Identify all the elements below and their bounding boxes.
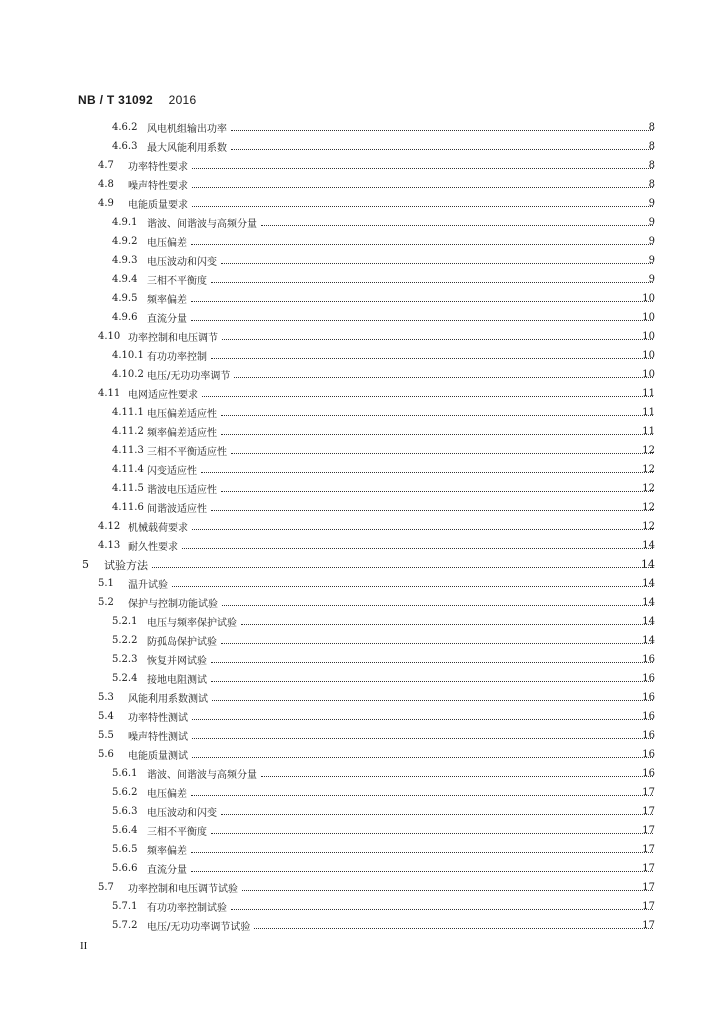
toc-entry-page: 14	[642, 616, 655, 627]
toc-entry[interactable]	[0, 498, 725, 517]
toc-entry-number: 5.6.2	[112, 787, 138, 798]
toc-dot-leader	[211, 282, 653, 283]
toc-dot-leader	[221, 491, 653, 492]
toc-entry-number: 4.11.4	[112, 464, 144, 475]
toc-entry-title: 功率特性测试	[128, 709, 190, 724]
toc-entry[interactable]	[0, 555, 725, 574]
toc-entry[interactable]	[0, 593, 725, 612]
toc-entry-page: 10	[642, 312, 655, 323]
toc-dot-leader	[211, 662, 653, 663]
toc-entry[interactable]	[0, 897, 725, 916]
toc-entry-title: 功率控制和电压调节试验	[128, 880, 240, 895]
toc-entry-title: 谐波、间谐波与高频分量	[147, 215, 259, 230]
toc-entry-title: 有功功率控制试验	[147, 899, 229, 914]
toc-entry[interactable]	[0, 688, 725, 707]
toc-entry[interactable]	[0, 308, 725, 327]
toc-entry-page: 11	[642, 388, 655, 399]
toc-dot-leader	[191, 244, 653, 245]
toc-entry-title: 电能质量测试	[128, 747, 190, 762]
toc-entry-page: 8	[648, 141, 655, 152]
toc-entry[interactable]	[0, 175, 725, 194]
toc-entry-page: 9	[648, 217, 655, 228]
toc-entry-page: 17	[642, 920, 655, 931]
toc-entry-title: 电网适应性要求	[128, 386, 200, 401]
toc-entry-page: 9	[648, 198, 655, 209]
toc-dot-leader	[211, 510, 653, 511]
page-number: II	[80, 940, 88, 952]
toc-entry-title: 防孤岛保护试验	[147, 633, 219, 648]
toc-entry-page: 10	[642, 331, 655, 342]
toc-entry-title: 电压与频率保护试验	[147, 614, 239, 629]
toc-entry-number: 4.11.3	[112, 445, 144, 456]
toc-entry[interactable]	[0, 194, 725, 213]
toc-entry-page: 10	[642, 369, 655, 380]
toc-entry-number: 4.9.2	[112, 236, 138, 247]
toc-entry-title: 电能质量要求	[128, 196, 190, 211]
toc-entry[interactable]	[0, 384, 725, 403]
toc-entry[interactable]	[0, 840, 725, 859]
toc-entry[interactable]	[0, 517, 725, 536]
toc-entry-number: 4.9	[98, 198, 114, 209]
toc-entry-number: 5.7.1	[112, 901, 138, 912]
toc-entry[interactable]	[0, 118, 725, 137]
toc-dot-leader	[191, 320, 653, 321]
toc-entry-number: 4.9.6	[112, 312, 138, 323]
toc-entry[interactable]	[0, 403, 725, 422]
toc-entry-number: 5.6.3	[112, 806, 138, 817]
toc-entry[interactable]	[0, 783, 725, 802]
toc-entry-page: 16	[642, 673, 655, 684]
toc-dot-leader	[191, 852, 653, 853]
toc-entry[interactable]	[0, 289, 725, 308]
toc-entry[interactable]	[0, 460, 725, 479]
toc-entry[interactable]	[0, 574, 725, 593]
toc-dot-leader	[221, 415, 653, 416]
toc-entry-number: 5.7.2	[112, 920, 138, 931]
toc-entry-title: 风电机组输出功率	[147, 120, 229, 135]
toc-dot-leader	[221, 643, 653, 644]
toc-dot-leader	[231, 130, 653, 131]
toc-entry-number: 4.9.4	[112, 274, 138, 285]
toc-dot-leader	[211, 833, 653, 834]
toc-entry[interactable]	[0, 878, 725, 897]
toc-dot-leader	[242, 890, 653, 891]
toc-entry-page: 10	[642, 293, 655, 304]
toc-entry-title: 直流分量	[147, 310, 189, 325]
toc-entry-page: 16	[642, 768, 655, 779]
toc-entry-page: 11	[642, 426, 655, 437]
toc-entry-title: 闪变适应性	[147, 462, 199, 477]
toc-entry-title: 风能利用系数测试	[128, 690, 210, 705]
toc-entry-title: 有功功率控制	[147, 348, 209, 363]
toc-entry-title: 机械载荷要求	[128, 519, 190, 534]
toc-entry-page: 17	[642, 806, 655, 817]
toc-entry-number: 5.6.1	[112, 768, 138, 779]
toc-entry-number: 4.6.3	[112, 141, 138, 152]
toc-entry-number: 5.6.4	[112, 825, 138, 836]
toc-entry-title: 电压偏差	[147, 234, 189, 249]
toc-dot-leader	[211, 358, 653, 359]
toc-entry-page: 14	[642, 597, 655, 608]
toc-entry-page: 17	[642, 825, 655, 836]
toc-entry[interactable]	[0, 536, 725, 555]
toc-entry-number: 5.2	[98, 597, 114, 608]
toc-entry-page: 17	[642, 863, 655, 874]
toc-entry-number: 4.8	[98, 179, 114, 190]
toc-entry-number: 4.9.5	[112, 293, 138, 304]
toc-entry[interactable]	[0, 270, 725, 289]
toc-entry-number: 5	[82, 558, 89, 571]
toc-entry[interactable]	[0, 612, 725, 631]
toc-entry-title: 噪声特性测试	[128, 728, 190, 743]
toc-entry-page: 17	[642, 882, 655, 893]
toc-entry-number: 4.6.2	[112, 122, 138, 133]
toc-entry-title: 恢复并网试验	[147, 652, 209, 667]
toc-entry-page: 14	[641, 558, 655, 571]
toc-entry-page: 12	[642, 521, 655, 532]
toc-dot-leader	[231, 453, 653, 454]
toc-entry-number: 4.10	[98, 331, 121, 342]
toc-entry[interactable]	[0, 346, 725, 365]
toc-entry-number: 5.1	[98, 578, 114, 589]
toc-entry-number: 5.2.4	[112, 673, 138, 684]
toc-entry-number: 4.9.3	[112, 255, 138, 266]
toc-entry-number: 4.7	[98, 160, 114, 171]
toc-dot-leader	[191, 795, 653, 796]
toc-entry-page: 8	[648, 160, 655, 171]
toc-dot-leader	[211, 681, 653, 682]
standard-code: NB / T 31092	[78, 93, 153, 107]
toc-entry[interactable]	[0, 232, 725, 251]
toc-entry-title: 电压波动和闪变	[147, 804, 219, 819]
toc-entry-page: 16	[642, 692, 655, 703]
toc-dot-leader	[202, 396, 653, 397]
toc-entry[interactable]	[0, 859, 725, 878]
toc-entry-title: 试验方法	[104, 558, 148, 572]
toc-entry-title: 电压波动和闪变	[147, 253, 219, 268]
toc-entry-number: 5.2.3	[112, 654, 138, 665]
toc-entry-number: 4.13	[98, 540, 121, 551]
toc-entry-title: 电压/无功功率调节试验	[147, 918, 252, 933]
toc-dot-leader	[221, 263, 653, 264]
toc-entry-page: 12	[642, 483, 655, 494]
toc-entry-number: 5.6	[98, 749, 114, 760]
toc-entry-page: 10	[642, 350, 655, 361]
toc-entry-title: 电压偏差适应性	[147, 405, 219, 420]
toc-entry[interactable]	[0, 213, 725, 232]
toc-entry-page: 9	[648, 236, 655, 247]
toc-entry-page: 16	[642, 730, 655, 741]
toc-entry-title: 频率偏差	[147, 291, 189, 306]
toc-dot-leader	[212, 700, 653, 701]
toc-entry[interactable]	[0, 327, 725, 346]
toc-entry-title: 噪声特性要求	[128, 177, 190, 192]
toc-dot-leader	[201, 472, 653, 473]
toc-entry[interactable]	[0, 726, 725, 745]
toc-entry-title: 电压偏差	[147, 785, 189, 800]
toc-entry[interactable]	[0, 650, 725, 669]
toc-entry-page: 9	[648, 255, 655, 266]
toc-entry[interactable]	[0, 669, 725, 688]
toc-entry[interactable]	[0, 764, 725, 783]
toc-entry[interactable]	[0, 422, 725, 441]
toc-entry-number: 5.3	[98, 692, 114, 703]
toc-entry-title: 温升试验	[128, 576, 170, 591]
toc-entry-title: 耐久性要求	[128, 538, 180, 553]
toc-dot-leader	[192, 529, 653, 530]
toc-entry-number: 5.6.6	[112, 863, 138, 874]
toc-entry-number: 4.12	[98, 521, 121, 532]
toc-entry-number: 5.2.1	[112, 616, 138, 627]
toc-dot-leader	[192, 187, 653, 188]
toc-entry-number: 4.11	[98, 388, 121, 399]
toc-dot-leader	[192, 738, 653, 739]
toc-entry[interactable]	[0, 745, 725, 764]
toc-entry-title: 保护与控制功能试验	[128, 595, 220, 610]
toc-dot-leader	[191, 871, 653, 872]
toc-entry[interactable]	[0, 821, 725, 840]
toc-entry-title: 电压/无功功率调节	[147, 367, 232, 382]
toc-entry-number: 5.7	[98, 882, 114, 893]
toc-dot-leader	[221, 814, 653, 815]
toc-dot-leader	[231, 149, 653, 150]
table-of-contents	[0, 118, 725, 935]
toc-dot-leader	[234, 377, 653, 378]
toc-entry-number: 5.5	[98, 730, 114, 741]
toc-dot-leader	[172, 586, 653, 587]
toc-entry-page: 14	[642, 578, 655, 589]
toc-entry-title: 功率控制和电压调节	[128, 329, 220, 344]
toc-dot-leader	[231, 909, 653, 910]
toc-entry-page: 16	[642, 654, 655, 665]
toc-entry[interactable]	[0, 251, 725, 270]
toc-entry[interactable]	[0, 156, 725, 175]
toc-entry[interactable]	[0, 631, 725, 650]
toc-entry-page: 16	[642, 711, 655, 722]
toc-entry-page: 12	[642, 464, 655, 475]
toc-dot-leader	[192, 168, 653, 169]
toc-entry-title: 三相不平衡度	[147, 823, 209, 838]
toc-entry-page: 9	[648, 274, 655, 285]
toc-entry-page: 14	[642, 540, 655, 551]
toc-dot-leader	[191, 301, 653, 302]
toc-dot-leader	[152, 567, 653, 568]
toc-entry-number: 5.2.2	[112, 635, 138, 646]
toc-entry-page: 17	[642, 901, 655, 912]
toc-entry-title: 最大风能利用系数	[147, 139, 229, 154]
toc-entry[interactable]	[0, 802, 725, 821]
toc-entry-title: 直流分量	[147, 861, 189, 876]
toc-entry-title: 频率偏差适应性	[147, 424, 219, 439]
toc-dot-leader	[182, 548, 653, 549]
toc-entry[interactable]	[0, 707, 725, 726]
toc-entry-number: 4.9.1	[112, 217, 138, 228]
toc-entry-title: 间谐波适应性	[147, 500, 209, 515]
toc-dot-leader	[261, 776, 653, 777]
toc-entry-page: 12	[642, 502, 655, 513]
toc-entry-number: 4.10.2	[112, 369, 144, 380]
toc-entry-title: 频率偏差	[147, 842, 189, 857]
toc-dot-leader	[222, 339, 653, 340]
toc-entry-page: 12	[642, 445, 655, 456]
toc-dot-leader	[222, 605, 653, 606]
standard-year: 2016	[168, 93, 197, 107]
toc-entry-title: 接地电阻测试	[147, 671, 209, 686]
toc-entry-title: 功率特性要求	[128, 158, 190, 173]
toc-entry-page: 8	[648, 122, 655, 133]
toc-entry-page: 11	[642, 407, 655, 418]
toc-dot-leader	[221, 434, 653, 435]
toc-entry[interactable]	[0, 916, 725, 935]
toc-dot-leader	[192, 206, 653, 207]
toc-entry-number: 4.11.5	[112, 483, 144, 494]
toc-entry-number: 5.4	[98, 711, 114, 722]
toc-entry-page: 16	[642, 749, 655, 760]
toc-entry-title: 谐波、间谐波与高频分量	[147, 766, 259, 781]
toc-entry[interactable]	[0, 365, 725, 384]
toc-entry-page: 8	[648, 179, 655, 190]
toc-entry-number: 4.10.1	[112, 350, 144, 361]
toc-entry-page: 17	[642, 844, 655, 855]
toc-dot-leader	[192, 719, 653, 720]
toc-dot-leader	[261, 225, 653, 226]
toc-entry-page: 17	[642, 787, 655, 798]
toc-dot-leader	[192, 757, 653, 758]
toc-entry[interactable]	[0, 137, 725, 156]
toc-entry-page: 14	[642, 635, 655, 646]
toc-entry-title: 谐波电压适应性	[147, 481, 219, 496]
toc-entry-number: 4.11.6	[112, 502, 144, 513]
toc-entry-title: 三相不平衡度	[147, 272, 209, 287]
toc-entry-title: 三相不平衡适应性	[147, 443, 229, 458]
toc-entry-number: 4.11.1	[112, 407, 144, 418]
toc-entry[interactable]	[0, 441, 725, 460]
toc-entry-number: 5.6.5	[112, 844, 138, 855]
document-header	[78, 93, 197, 107]
toc-dot-leader	[241, 624, 653, 625]
toc-entry-number: 4.11.2	[112, 426, 144, 437]
toc-entry[interactable]	[0, 479, 725, 498]
toc-dot-leader	[254, 928, 653, 929]
